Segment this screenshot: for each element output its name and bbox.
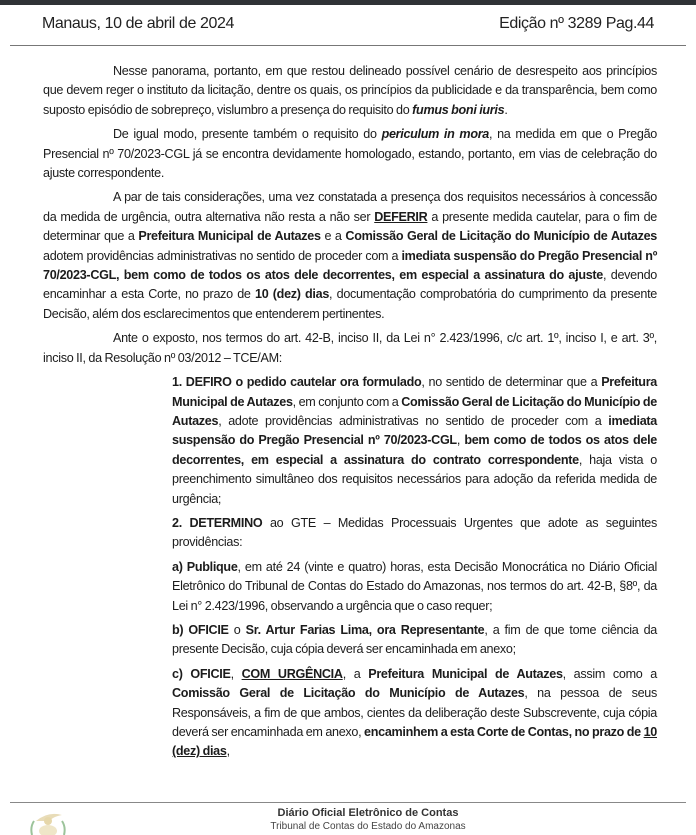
text: ao GTE – Medidas Processuais Urgentes que adote as seguintes providências: [172,515,657,550]
text: , assim como a [562,666,657,681]
header-edition: Edição nº 3289 Pag.44 [499,15,654,32]
text: , [230,666,242,681]
text: . [504,102,508,117]
item-a-publique [172,558,657,616]
top-bar [0,0,696,5]
emphasis: imediata suspensão do Pregão Presencial nº 70/2023-CGL [172,413,657,448]
paragraph-ante-exposto: Ante o exposto, nos termos do art. 42-B, inciso II, da Lei n° 2.423/1996, c/c art. 1º, inciso I, e art. 3º, inciso II, da Resolução nº 03/2012 – TCE/AM: [43,331,657,365]
emphasis: 10 (dez) dias [172,725,657,759]
page-header [42,15,654,37]
text: , na medida em que o Pregão Presencial nº 70/2023-CGL já se encontra devidamente homologado, estando, portanto, em vias de celebração do ajuste correspondente. [43,127,657,181]
emphasis: Comissão Geral de Licitação do Município de Autazes [172,394,657,428]
text: a presente medida cautelar, para o fim de determinar que a [43,209,657,244]
emphasis: a) Publique [172,559,238,574]
text: adotem providências administrativas no sentido de proceder com a [43,248,402,263]
text: De igual modo, presente também o requisito do [113,127,382,142]
emphasis: COM URGÊNCIA [241,666,343,681]
header-divider [10,45,686,46]
emphasis: Prefeitura Municipal de Autazes [138,229,321,244]
latin-term: fumus boni iuris [412,102,505,117]
text: , em conjunto com a [292,394,402,409]
text: , haja vista o preenchimento simultâneo dos requisitos necessários para adoção da referida medida de urgência; [172,452,657,506]
emphasis: Prefeitura Municipal de Autazes [368,666,563,681]
text: , a fim de que tome ciência da presente Decisão, cuja cópia deverá ser encaminhada em anexo; [172,622,657,657]
footer-subtitle: Tribunal de Contas do Estado do Amazonas [270,821,466,832]
emphasis: 2. DETERMINO [172,515,263,530]
paragraph-deferir [43,188,657,324]
footer-divider [10,802,686,803]
text: , na pessoa de seus Responsáveis, a fim de que ambos, cientes da deliberação deste Subscrevente, cuja cópia deverá ser encaminhada em anexo, [172,686,657,739]
header-date: Manaus, 10 de abril de 2024 [42,15,235,32]
emphasis: bem como de todos os atos dele decorrentes, em especial a assinatura do contrato correspondente [172,433,657,467]
paragraph-periculum [43,125,657,183]
emphasis: b) OFICIE [172,622,229,637]
text: o [228,622,246,637]
item-1-defiro [172,373,657,509]
emphasis: Prefeitura Municipal de Autazes [172,375,657,409]
emphasis: Comissão Geral de Licitação do Município de Autazes [345,229,658,244]
text: e a [320,229,346,244]
emphasis: c) OFICIE [172,666,231,681]
emphasis: 1. DEFIRO o pedido cautelar ora formulado [172,375,422,390]
decision-items [172,373,657,762]
emphasis: imediata suspensão do Pregão Presencial nº 70/2023-CGL, bem como de todos os atos dele decorrentes, em especial a assinatura do ajuste [43,248,657,283]
text: Nesse panorama, portanto, em que restou delineado possível cenário de desrespeito aos princípios que devem reger o instituto da licitação, dentre os quais, os princípios da publicidade e da transparência, bem como suposto episódio de sobrepreço, vislumbro a presença do requisito do [43,64,657,117]
latin-term: periculum in mora [381,127,490,142]
item-b-oficie [172,621,657,660]
text: , a [342,666,369,681]
emphasis: DEFERIR [374,209,428,224]
item-c-oficie-urgencia [172,665,657,762]
emphasis: Sr. Artur Farias Lima, ora Representante [245,622,485,637]
text: , adote providências administrativas no sentido de proceder com a [218,413,609,428]
text: , em até 24 (vinte e quatro) horas, esta Decisão Monocrática no Diário Oficial Eletrônico do Tribunal de Contas do Estado do Amazonas, nos termos do art. 42-B, §8º, da Lei n° 2.423/1996, observando a urgência que o caso requer; [172,559,657,613]
body-content [43,62,657,767]
paragraph-fumus [43,62,657,120]
text: , devendo encaminhar a esta Corte, no prazo de [43,268,657,302]
text: , documentação comprobatória do cumprimento da presente Decisão, além dos esclarecimentos que entenderem pertinentes. [43,287,657,321]
emphasis: encaminhem a esta Corte de Contas, no prazo de [364,725,644,739]
text: A par de tais considerações, uma vez constatada a presença dos requisitos necessários à concessão da medida de urgência, outra alternativa não resta a não ser [43,190,657,224]
text: , [456,433,465,448]
text: , no sentido de determinar que a [421,375,602,390]
text: , [226,744,230,759]
footer-title: Diário Oficial Eletrônico de Contas [277,807,459,819]
emphasis: 10 (dez) dias [255,287,330,302]
emphasis: Comissão Geral de Licitação do Município de Autazes [172,686,525,701]
item-2-determino [172,514,657,553]
